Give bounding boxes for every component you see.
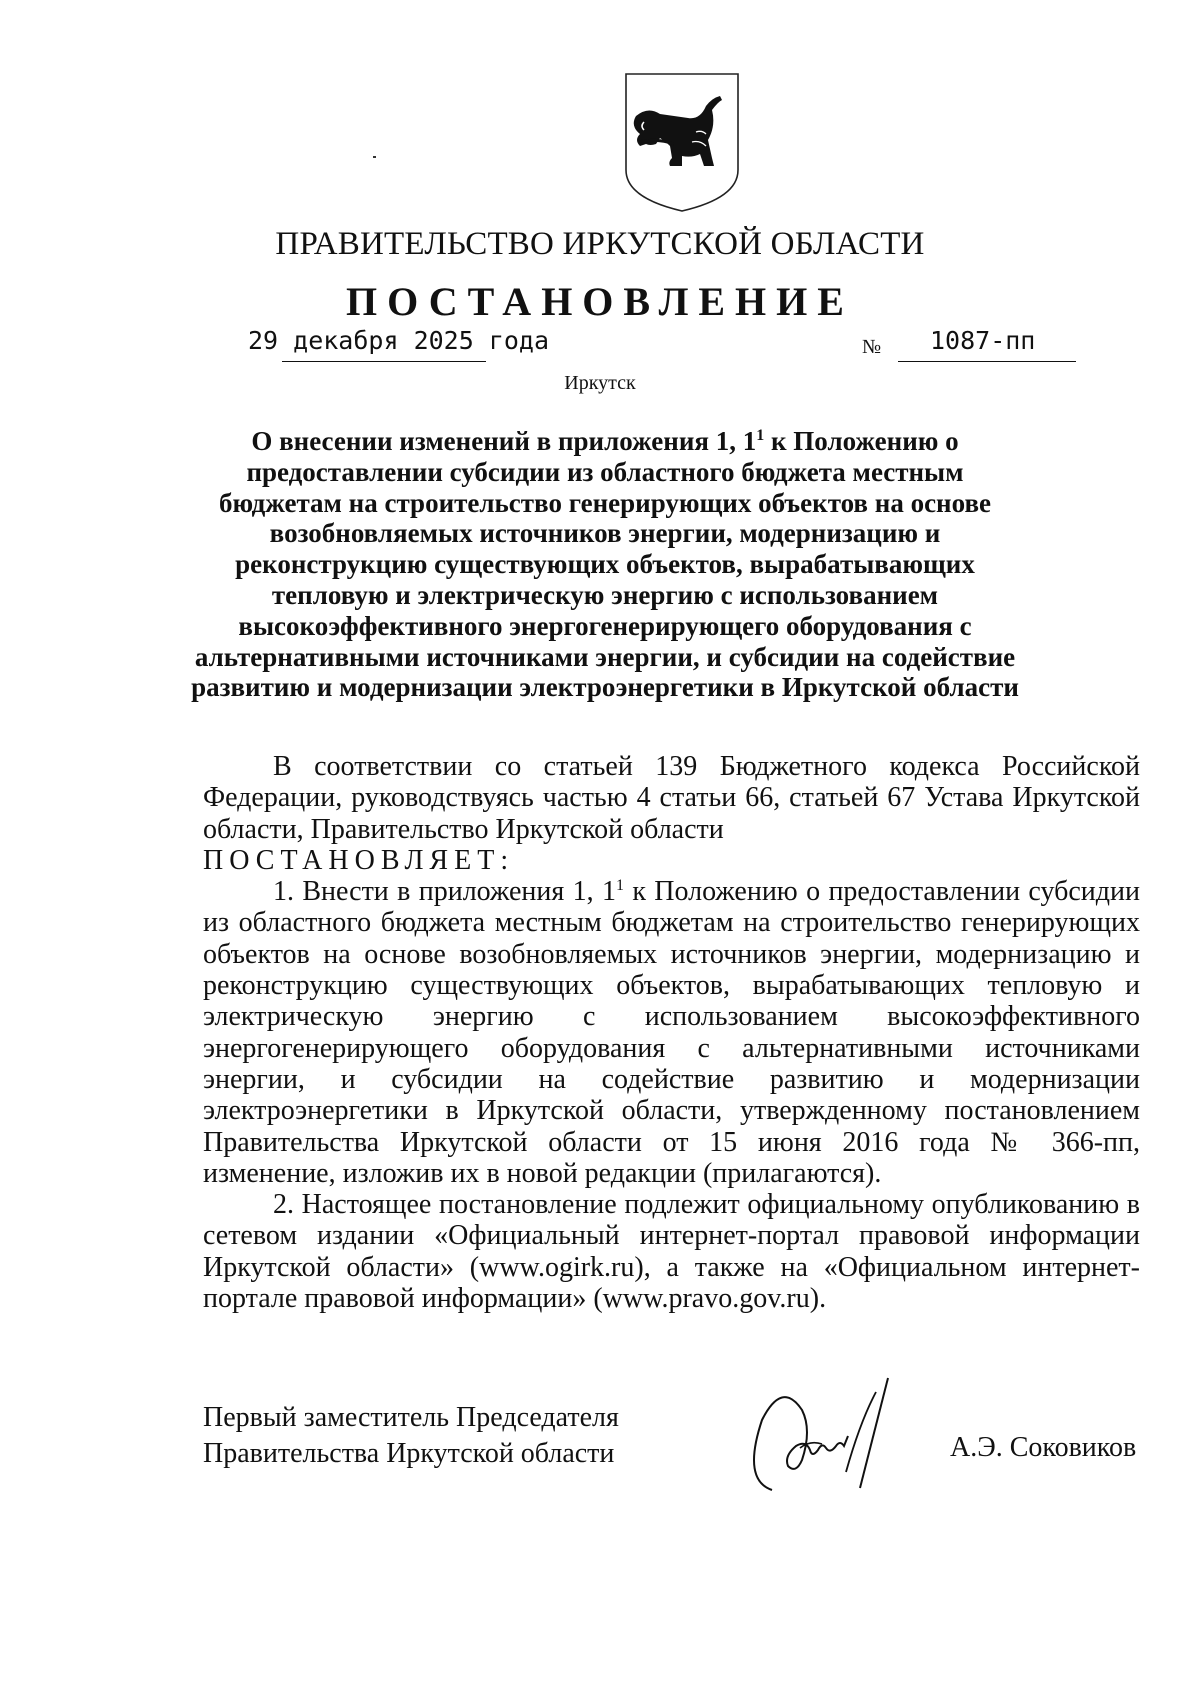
- preamble-paragraph: В соответствии со статьей 139 Бюджетного кодекса Российской Федерации, руководствуясь частью 4 статьи 66, статьей 67 Устава Иркутской области, Правительство Иркутской области: [203, 751, 1140, 845]
- handwritten-signature: [742, 1372, 932, 1502]
- authority-name: ПРАВИТЕЛЬСТВО ИРКУТСКОЙ ОБЛАСТИ: [275, 226, 925, 262]
- signatory-name: А.Э. Соковиков: [950, 1432, 1137, 1463]
- title-text-start: О внесении изменений в приложения 1, 1: [251, 426, 757, 456]
- date-underline: [282, 361, 486, 362]
- resolves-word: ПОСТАНОВЛЯЕТ:: [203, 844, 515, 876]
- signatory-position: [203, 1400, 619, 1472]
- document-type: ПОСТАНОВЛЕНИЕ: [346, 279, 854, 324]
- document-title: [190, 426, 1020, 703]
- document-date: 29 декабря 2025 года: [248, 326, 550, 355]
- title-text-end: к Положению о предоставлении субсидии из областного бюджета местным бюджетам на строительство генерирующих объектов на основе возобновляемых источников энергии, модернизацию и реконструкцию существующих объектов, вырабатывающих тепловую и электрическую энергию с использованием высокоэффективного энергогенерирующего оборудования с альтернативными источниками энергии, и субсидии на содействие развитию и модернизации электроэнергетики в Иркутской области: [191, 426, 1019, 703]
- document-number: 1087-пп: [930, 326, 1036, 355]
- item-1-superscript: 1: [615, 877, 624, 895]
- document-body: [203, 751, 1140, 1314]
- item-2-paragraph: 2. Настоящее постановление подлежит официальному опубликованию в сетевом издании «Официальный интернет-портал правовой информации Иркутской области» (www.ogirk.ru), а также на «Официальном интернет-портале правовой информации» (www.pravo.gov.ru).: [203, 1189, 1140, 1315]
- position-line-2: Правительства Иркутской области: [203, 1438, 615, 1469]
- scan-speck: [373, 156, 376, 158]
- item-1-text-end: к Положению о предоставлении субсидии из областного бюджета местным бюджетам на строительство генерирующих объектов на основе возобновляемых источников энергии, модернизацию и реконструкцию существующих объектов, вырабатывающих тепловую и электрическую энергию с использованием высокоэффективного энергогенерирующего оборудования с альтернативными источниками энергии, и субсидии на содействие развитию и модернизации электроэнергетики в Иркутской области, утвержденному постановлением Правительства Иркутской области от 15 июня 2016 года № 366-пп, изменение, изложив их в новой редакции (прилагаются).: [203, 876, 1140, 1189]
- coat-of-arms-emblem: [622, 70, 742, 215]
- item-1-text-start: 1. Внести в приложения 1, 1: [273, 876, 616, 908]
- number-underline: [898, 361, 1076, 362]
- city: Иркутск: [564, 372, 636, 394]
- position-line-1: Первый заместитель Председателя: [203, 1402, 619, 1433]
- number-sign: №: [862, 336, 882, 358]
- title-superscript: 1: [756, 427, 765, 444]
- item-1-paragraph: [203, 876, 1140, 1189]
